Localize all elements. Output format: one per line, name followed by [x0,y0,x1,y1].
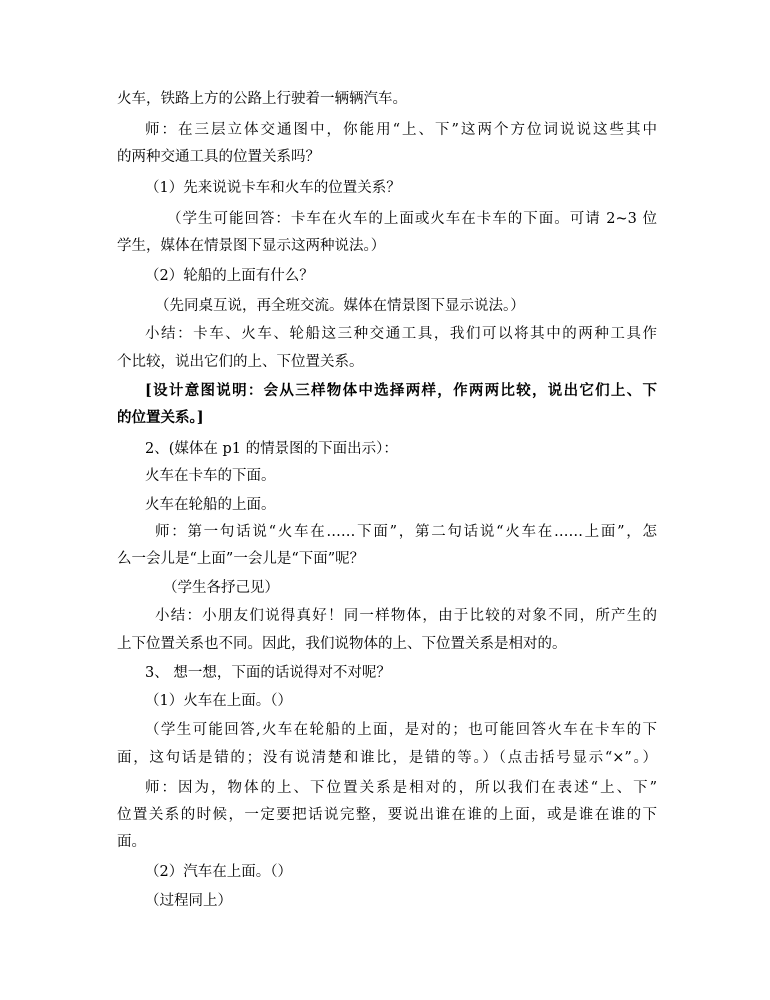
paragraph-line: 面，这句话是错的；没有说清楚和谁比，是错的等。）（点击括号显示“×”。） [117,750,657,766]
paragraph-line: 小结：卡车、火车、轮船这三种交通工具，我们可以将其中的两种工具作 [145,326,657,342]
paragraph-line: （学生各抒己见） [163,580,279,596]
paragraph-line: 位置关系的时候，一定要把话说完整，要说出谁在谁的上面，或是谁在谁的下 [117,807,657,823]
paragraph-line: （学生可能回答：卡车在火车的上面或火车在卡车的下面。可请 2~3 位 [167,211,657,227]
paragraph-line: （学生可能回答,火车在轮船的上面，是对的；也可能回答火车在卡车的下 [145,722,657,738]
paragraph-line: 火车在轮船的上面。 [145,497,276,513]
paragraph-line: 火车在卡车的下面。 [145,468,276,484]
paragraph-line: 的两种交通工具的位置关系吗？ [117,149,320,165]
paragraph-line: 师：第一句话说“火车在……下面”，第二句话说“火车在……上面”，怎 [155,524,657,540]
paragraph-line: 么一会儿是“上面”一会儿是“下面”呢？ [117,551,365,567]
paragraph-line: （2）轮船的上面有什么？ [145,268,314,284]
paragraph-line: 小结：小朋友们说得真好！同一样物体，由于比较的对象不同，所产生的 [155,608,657,624]
paragraph-line: （过程同上） [145,893,232,909]
paragraph-line: 上下位置关系也不同。因此，我们说物体的上、下位置关系是相对的。 [117,636,567,652]
paragraph-line: 师：因为，物体的上、下位置关系是相对的，所以我们在表述“上、下” [145,780,657,796]
paragraph-line: （1）先来说说卡车和火车的位置关系？ [145,180,401,196]
paragraph-line: 师：在三层立体交通图中，你能用“上、下”这两个方位词说说这些其中 [145,122,657,138]
paragraph-line: （1）火车在上面。（） [145,693,292,709]
paragraph-line: 火车，铁路上方的公路上行驶着一辆辆汽车。 [117,91,407,107]
design-intent-line: [设计意图说明：会从三样物体中选择两样，作两两比较，说出它们上、下 [145,382,657,399]
section-heading: 3、 想一想，下面的话说得对不对呢？ [145,665,391,681]
paragraph-line: （2）汽车在上面。（） [145,864,292,880]
paragraph-line: 个比较，说出它们的上、下位置关系。 [117,354,364,370]
section-heading: 2、(媒体在 p1 的情景图的下面出示）： [145,441,398,457]
paragraph-line: （先同桌互说，再全班交流。媒体在情景图下显示说法。） [155,298,525,314]
paragraph-line: 学生，媒体在情景图下显示这两种说法。） [117,238,386,254]
design-intent-line: 的位置关系。] [117,409,204,426]
paragraph-line: 面。 [117,834,146,850]
